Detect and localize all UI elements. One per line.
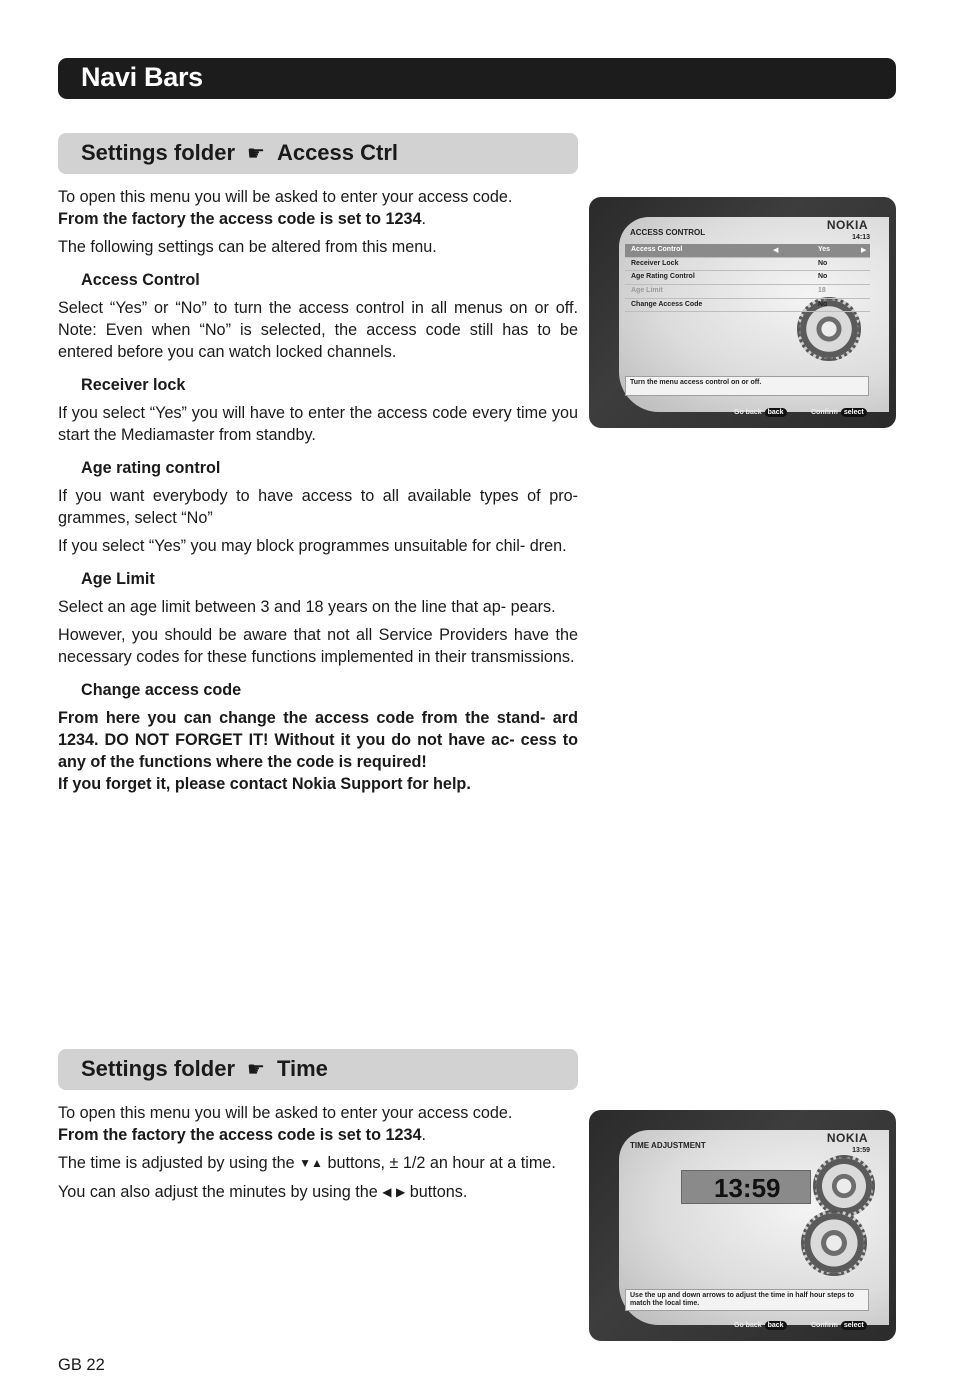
confirm-label: Confirm xyxy=(811,409,838,416)
menu-row-access-control[interactable] xyxy=(625,244,870,258)
section-heading-time xyxy=(58,1049,578,1090)
nokia-logo: NOKIA xyxy=(826,218,868,232)
arrow-up-icon: ▲ xyxy=(311,1156,323,1170)
menu-row-value: No xyxy=(818,300,828,308)
screen-title: TIME ADJUSTMENT xyxy=(630,1141,706,1150)
help-bar: Use the up and down arrows to adjust the time in half hour steps to match the local time. xyxy=(625,1289,869,1311)
intro-text: To open this menu you will be asked to enter your access code. xyxy=(58,188,513,206)
intro-paragraph xyxy=(58,1102,578,1146)
confirm-hint[interactable] xyxy=(811,1321,867,1330)
section-heading-suffix: Access Ctrl xyxy=(276,140,399,165)
intro-period: . xyxy=(421,210,426,228)
menu-row-label: Age Limit xyxy=(631,287,663,295)
section-heading-suffix: Time xyxy=(276,1056,328,1081)
intro-bold-text: From the factory the access code is set to 1234 xyxy=(58,210,422,228)
menu-row-age-limit[interactable] xyxy=(625,285,870,299)
age-rating-text-1: If you want everybody to have access to all available types of pro- grammes, select “No” xyxy=(58,487,578,527)
page-title: Navi Bars xyxy=(81,62,203,92)
select-key: select xyxy=(841,1321,867,1330)
change-code-text-2: If you forget it, please contact Nokia Support for help. xyxy=(58,775,471,793)
pointing-hand-icon: ☛ xyxy=(247,143,265,165)
menu-row-label: Receiver Lock xyxy=(631,259,679,267)
receiver-lock-text: If you select “Yes” you will have to enter the access code every time you start the Mediamaster from standby. xyxy=(58,404,578,444)
intro-paragraph xyxy=(58,186,578,230)
arrow-down-icon: ▼ xyxy=(299,1156,312,1170)
access-ctrl-body xyxy=(58,186,578,795)
receiver-lock-heading: Receiver lock xyxy=(81,376,186,394)
menu-row-receiver-lock[interactable] xyxy=(625,258,870,272)
intro-text: To open this menu you will be asked to enter your access code. xyxy=(58,1104,513,1122)
age-limit-heading: Age Limit xyxy=(81,570,155,588)
menu-row-change-code[interactable] xyxy=(625,299,870,313)
intro-bold-text: From the factory the access code is set to 1234 xyxy=(58,1126,422,1144)
time-adjust-text xyxy=(58,1152,578,1175)
access-menu xyxy=(625,244,870,312)
age-rating-text-2: If you select “Yes” you may block programmes unsuitable for chil- dren. xyxy=(58,537,567,555)
age-limit-text-2: However, you should be aware that not all Service Providers have the necessary codes for these functions implemented in their transmissions. xyxy=(58,626,578,666)
minutes-text-a: You can also adjust the minutes by using the xyxy=(58,1183,378,1201)
access-control-screenshot xyxy=(589,197,896,428)
time-text-a: The time is adjusted by using the xyxy=(58,1154,295,1172)
arrow-left-icon: ◀ xyxy=(382,1185,392,1199)
help-bar: Turn the menu access control on or off. xyxy=(625,376,869,396)
go-back-hint[interactable] xyxy=(734,408,787,417)
page-number: GB 22 xyxy=(58,1356,105,1374)
access-control-heading: Access Control xyxy=(81,271,200,289)
arrow-left-icon: ◀ xyxy=(773,247,779,254)
confirm-label: Confirm xyxy=(811,1322,838,1329)
arrow-right-icon: ▶ xyxy=(396,1185,406,1199)
time-body xyxy=(58,1102,578,1210)
age-rating-heading: Age rating control xyxy=(81,459,221,477)
menu-row-value: No xyxy=(818,259,828,267)
page-title-bar xyxy=(58,58,896,99)
screen-title: ACCESS CONTROL xyxy=(630,228,706,237)
back-key: back xyxy=(765,1321,787,1330)
time-adjustment-screenshot xyxy=(589,1110,896,1341)
nokia-logo: NOKIA xyxy=(826,1131,868,1145)
menu-row-age-rating[interactable] xyxy=(625,271,870,285)
intro-period: . xyxy=(421,1126,426,1144)
menu-row-label: Access Control xyxy=(631,246,683,253)
gear-icon xyxy=(801,1210,867,1276)
menu-row-label: Change Access Code xyxy=(631,300,703,308)
arrow-right-icon: ▶ xyxy=(861,247,867,254)
gear-icon xyxy=(813,1155,875,1217)
section-heading-prefix: Settings folder xyxy=(81,140,236,165)
go-back-label: Go back xyxy=(734,409,762,416)
time-text-b: buttons, ± 1/2 an hour at a time. xyxy=(327,1154,556,1172)
minutes-text-b: buttons. xyxy=(409,1183,468,1201)
screen-clock: 13:59 xyxy=(852,1147,870,1154)
section-heading-access-ctrl xyxy=(58,133,578,174)
menu-row-value: Yes xyxy=(818,246,831,253)
select-key: select xyxy=(841,408,867,417)
back-key: back xyxy=(765,408,787,417)
pointing-hand-icon: ☛ xyxy=(247,1059,265,1081)
change-code-text-1: From here you can change the access code from the stand- ard 1234. DO NOT FORGET IT! Without it you do not have ac- cess to any of the functions where the code is required! xyxy=(58,709,578,771)
minutes-adjust-text xyxy=(58,1181,578,1204)
menu-row-value: No xyxy=(818,273,828,281)
confirm-hint[interactable] xyxy=(811,408,867,417)
settings-note: The following settings can be altered from this menu. xyxy=(58,238,437,256)
menu-row-label: Age Rating Control xyxy=(631,273,695,281)
screen-clock: 14:13 xyxy=(852,234,870,241)
time-value-display[interactable]: 13:59 xyxy=(681,1170,811,1204)
access-control-text: Select “Yes” or “No” to turn the access control in all menus on or off. Note: Even when “No” is selected, the access code still has to be entered before you can watch locked channels. xyxy=(58,299,578,361)
go-back-hint[interactable] xyxy=(734,1321,787,1330)
section-heading-prefix: Settings folder xyxy=(81,1056,236,1081)
menu-row-value: 18 xyxy=(818,287,826,295)
go-back-label: Go back xyxy=(734,1322,762,1329)
change-code-heading: Change access code xyxy=(81,681,242,699)
age-limit-text-1: Select an age limit between 3 and 18 years on the line that ap- pears. xyxy=(58,598,556,616)
